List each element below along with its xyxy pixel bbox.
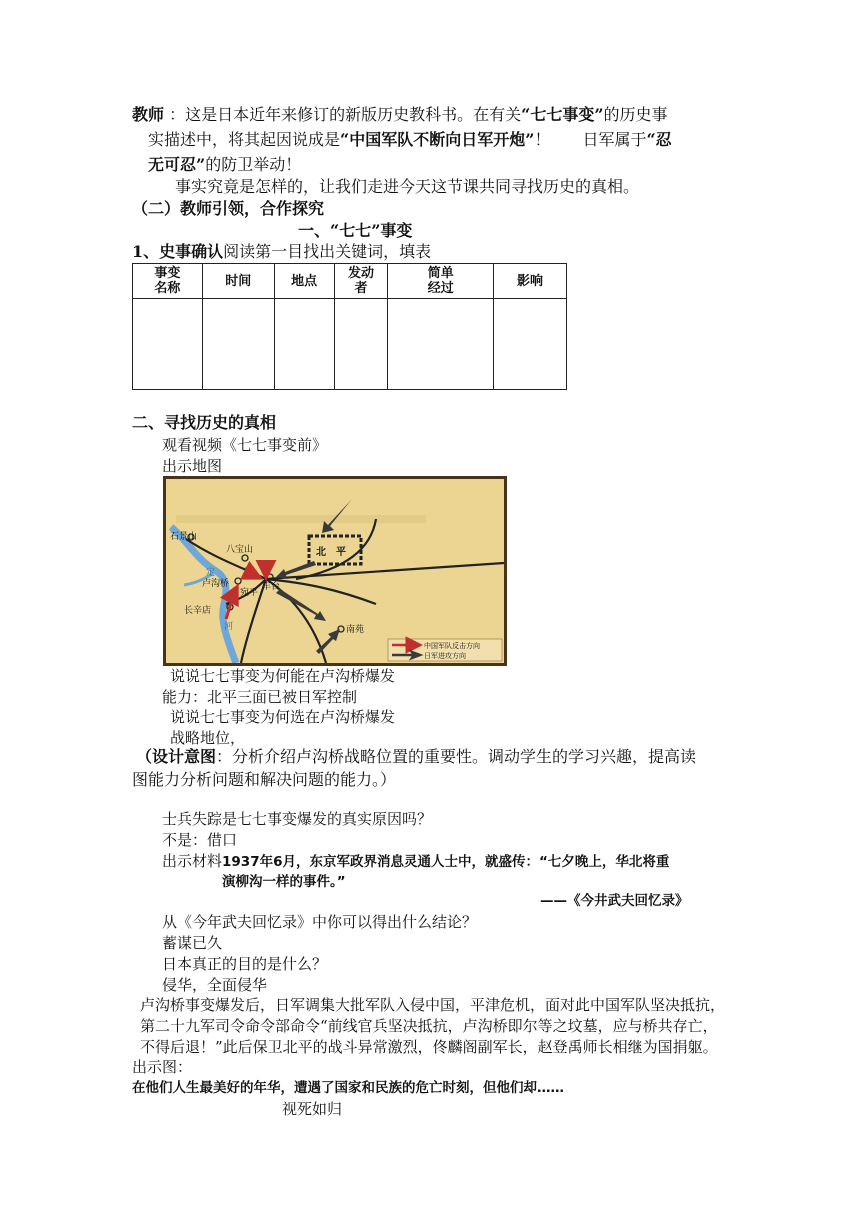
intro-line-3: [148, 154, 301, 176]
question-4: 从《今年武夫回忆录》中你可以得出什么结论？: [162, 913, 478, 931]
task1-text: 阅读第一目找出关键词，填表: [223, 242, 432, 261]
label-changxindian: 长辛店: [184, 606, 212, 616]
answer-2: 战略地位，: [170, 729, 246, 747]
label-babaoshan: 八宝山: [226, 545, 254, 555]
legend-japanese: 日军进攻方向: [424, 652, 466, 660]
answer-3: 不是：借口: [162, 831, 238, 849]
paragraph-line: 不得后退！”此后保卫北平的战斗异常激烈，佟麟阁副军长，赵登禹师长相继为国捐躯。: [140, 1038, 718, 1056]
intro-emphasis: “中国军队不断向日军开炮”: [340, 130, 535, 149]
design-intent-line-2: 图能力分析问题和解决问题的能力。）: [132, 770, 397, 789]
show-map: 出示地图: [162, 457, 223, 475]
answer-1: 能力：北平三面已被日军控制: [162, 688, 358, 706]
table-cell[interactable]: [494, 299, 567, 390]
table-cell[interactable]: [334, 299, 388, 390]
watch-video: 观看视频《七七事变前》: [162, 436, 328, 454]
design-text: ：分析介绍卢沟桥战略位置的重要性。调动学生的学习兴趣，提高读: [216, 747, 697, 766]
label-wanping: 宛平: [240, 588, 259, 598]
table-cell[interactable]: [274, 299, 334, 390]
table-cell[interactable]: [388, 299, 494, 390]
faded-title: [176, 515, 426, 523]
intro-emphasis: 无可忍”: [148, 155, 206, 174]
intro-text: 的历史事: [603, 105, 668, 124]
paragraph-line: 卢沟桥事变爆发后，日军调集大批军队入侵中国，平津危机，面对此中国军队坚决抵抗，: [140, 996, 726, 1014]
intro-text: ：这是日本近年来修订的新版历史教科书。在有关: [164, 105, 522, 124]
design-intent-line-1: [136, 746, 696, 768]
answer-5: 侵华，全面侵华: [162, 976, 268, 994]
show-picture: 出示图：: [132, 1058, 193, 1076]
label-fengtai: 丰台: [262, 582, 281, 592]
section-heading: （二）教师引领，合作探究: [132, 199, 325, 218]
intro-line-2: [148, 129, 672, 151]
intro-text: 实描述中，将其起因说成是: [148, 130, 341, 149]
fill-in-table: [132, 263, 567, 390]
label-beiping: 北 平: [316, 547, 346, 558]
map-svg: [166, 479, 504, 663]
lugouqiao-map: [163, 476, 507, 666]
material-source: ——《今井武夫回忆录》: [540, 893, 689, 909]
paragraph-line: 第二十九军司令命令部命令“前线官兵坚决抵抗，卢沟桥即尔等之坟墓，应与桥共存亡，: [140, 1017, 718, 1035]
label-nanyuan: 南苑: [346, 625, 365, 635]
intro-emphasis: “忍: [646, 130, 672, 149]
table-header-cell: 地点: [274, 264, 334, 299]
table-header-cell: 事变 名称: [133, 264, 203, 299]
table-header-cell: 影响: [494, 264, 567, 299]
intro-emphasis: “七七事变”: [521, 105, 604, 124]
table-header-row: [133, 264, 567, 299]
table-header-cell: 发动 者: [334, 264, 388, 299]
material-prefix: 出示材料: [162, 852, 223, 870]
label-lugouqiao: 卢沟桥: [202, 579, 230, 589]
table-row: [133, 299, 567, 390]
answer-4: 蓄谋已久: [162, 934, 223, 952]
final-word: 视死如归: [282, 1100, 343, 1118]
label-river-he: 河: [224, 622, 234, 632]
design-label: （设计意图: [136, 747, 217, 766]
material-quote: 1937年6月，东京军政界消息灵通人士中，就盛传：“七夕晚上，华北将重: [222, 854, 670, 870]
intro-line-4: 事实究竟是怎样的，让我们走进今天这节课共同寻找历史的真相。: [175, 177, 640, 196]
label-river-ding: 定: [206, 568, 216, 578]
table-header-cell: 时间: [202, 264, 274, 299]
table-cell[interactable]: [202, 299, 274, 390]
question-2: 说说七七事变为何选在卢沟桥爆发: [170, 708, 396, 726]
part2-title: 二、寻找历史的真相: [132, 413, 277, 432]
intro-text: 的防卫举动！: [205, 155, 302, 174]
legend-chinese: 中国军队反击方向: [424, 642, 480, 650]
question-1: 说说七七事变为何能在卢沟桥爆发: [170, 667, 396, 685]
material-line-1: [162, 850, 669, 873]
task1: [132, 241, 431, 263]
material-line-2: 演柳沟一样的事件。”: [222, 874, 346, 890]
intro-line-1: [132, 104, 668, 126]
map-legend: [388, 639, 502, 661]
table-header-cell: 简单 经过: [388, 264, 494, 299]
part1-title: 一、“七七”事变: [298, 221, 413, 240]
label-shijingshan: 石景山: [170, 532, 198, 542]
question-3: 士兵失踪是七七事变爆发的真实原因吗？: [162, 810, 433, 828]
question-5: 日本真正的目的是什么？: [162, 955, 328, 973]
closing-line: 在他们人生最美好的年华，遭遇了国家和民族的危亡时刻，但他们却……: [132, 1080, 564, 1096]
table-cell[interactable]: [133, 299, 203, 390]
task1-label: 1、史事确认: [132, 242, 224, 261]
speaker-label: 教师: [132, 105, 165, 124]
intro-text: ！ 日军属于: [534, 130, 647, 149]
